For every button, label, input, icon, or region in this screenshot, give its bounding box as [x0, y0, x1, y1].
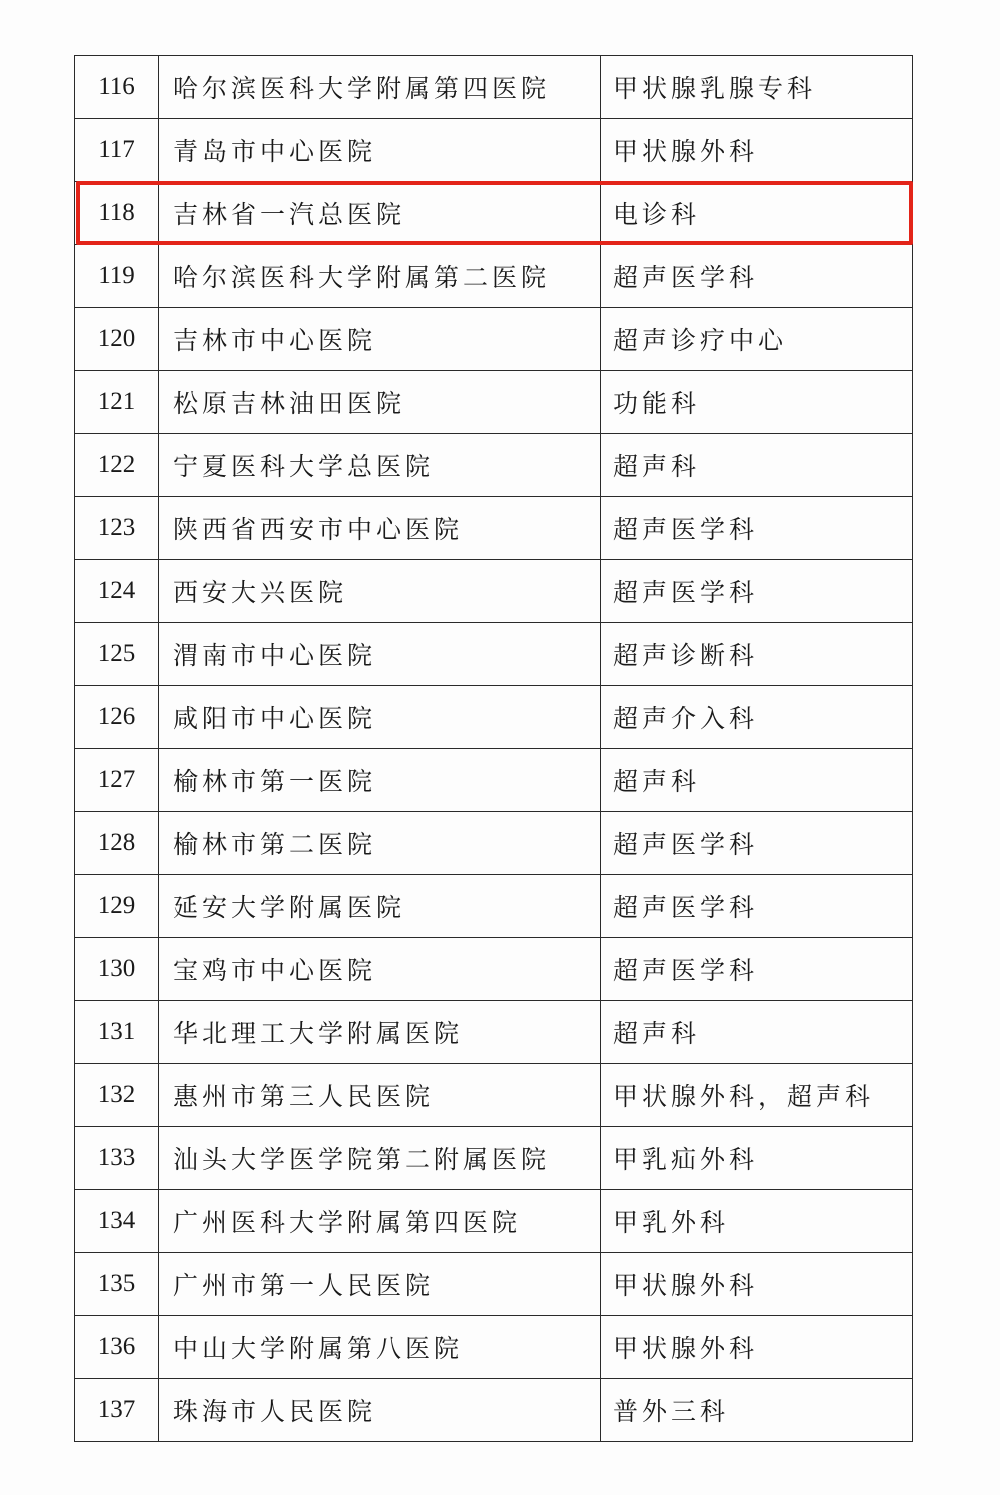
row-number: 127: [75, 749, 159, 812]
row-number: 135: [75, 1253, 159, 1316]
hospital-name: 广州市第一人民医院: [159, 1253, 601, 1316]
department-name: 甲状腺乳腺专科: [601, 56, 913, 119]
row-number: 129: [75, 875, 159, 938]
department-name: 超声诊断科: [601, 623, 913, 686]
row-number: 136: [75, 1316, 159, 1379]
row-number: 119: [75, 245, 159, 308]
table-row: [75, 1127, 913, 1190]
row-number: 134: [75, 1190, 159, 1253]
row-number: 133: [75, 1127, 159, 1190]
department-name: 甲乳外科: [601, 1190, 913, 1253]
row-number: 118: [75, 182, 159, 245]
hospital-name: 榆林市第一医院: [159, 749, 601, 812]
table-row: [75, 119, 913, 182]
table-body: [75, 56, 913, 1442]
table-row: [75, 56, 913, 119]
table-row: [75, 1253, 913, 1316]
hospital-name: 松原吉林油田医院: [159, 371, 601, 434]
table-row: [75, 1379, 913, 1442]
department-name: 超声科: [601, 749, 913, 812]
department-name: 超声医学科: [601, 812, 913, 875]
row-number: 124: [75, 560, 159, 623]
hospital-name: 咸阳市中心医院: [159, 686, 601, 749]
table-row: [75, 812, 913, 875]
hospital-name: 华北理工大学附属医院: [159, 1001, 601, 1064]
department-name: 电诊科: [601, 182, 913, 245]
hospital-name: 宝鸡市中心医院: [159, 938, 601, 1001]
row-number: 128: [75, 812, 159, 875]
department-name: 超声医学科: [601, 560, 913, 623]
department-name: 超声科: [601, 1001, 913, 1064]
row-number: 122: [75, 434, 159, 497]
hospital-name: 广州医科大学附属第四医院: [159, 1190, 601, 1253]
hospital-list-table: [74, 55, 913, 1442]
table-row: [75, 497, 913, 560]
row-number: 125: [75, 623, 159, 686]
row-number: 123: [75, 497, 159, 560]
department-name: 甲状腺外科: [601, 119, 913, 182]
department-name: 甲状腺外科: [601, 1253, 913, 1316]
row-number: 117: [75, 119, 159, 182]
department-name: 甲状腺外科，超声科: [601, 1064, 913, 1127]
hospital-name: 延安大学附属医院: [159, 875, 601, 938]
department-name: 超声医学科: [601, 497, 913, 560]
table-row: [75, 434, 913, 497]
department-name: 功能科: [601, 371, 913, 434]
hospital-name: 珠海市人民医院: [159, 1379, 601, 1442]
hospital-name: 渭南市中心医院: [159, 623, 601, 686]
table-row: [75, 245, 913, 308]
table-row: [75, 308, 913, 371]
row-number: 137: [75, 1379, 159, 1442]
hospital-name: 宁夏医科大学总医院: [159, 434, 601, 497]
department-name: 超声医学科: [601, 938, 913, 1001]
hospital-name: 中山大学附属第八医院: [159, 1316, 601, 1379]
table-row: [75, 1190, 913, 1253]
hospital-name: 吉林市中心医院: [159, 308, 601, 371]
hospital-name: 榆林市第二医院: [159, 812, 601, 875]
row-number: 116: [75, 56, 159, 119]
table-row: [75, 938, 913, 1001]
table-row-highlighted: [75, 182, 913, 245]
row-number: 120: [75, 308, 159, 371]
department-name: 超声医学科: [601, 875, 913, 938]
department-name: 甲状腺外科: [601, 1316, 913, 1379]
table-row: [75, 371, 913, 434]
row-number: 132: [75, 1064, 159, 1127]
table-row: [75, 1001, 913, 1064]
hospital-name: 西安大兴医院: [159, 560, 601, 623]
hospital-name: 哈尔滨医科大学附属第四医院: [159, 56, 601, 119]
table-row: [75, 749, 913, 812]
table-row: [75, 560, 913, 623]
hospital-name: 青岛市中心医院: [159, 119, 601, 182]
hospital-name: 陕西省西安市中心医院: [159, 497, 601, 560]
row-number: 126: [75, 686, 159, 749]
hospital-name: 吉林省一汽总医院: [159, 182, 601, 245]
hospital-name: 哈尔滨医科大学附属第二医院: [159, 245, 601, 308]
table-row: [75, 623, 913, 686]
department-name: 超声科: [601, 434, 913, 497]
row-number: 130: [75, 938, 159, 1001]
department-name: 超声介入科: [601, 686, 913, 749]
table-row: [75, 1064, 913, 1127]
hospital-name: 汕头大学医学院第二附属医院: [159, 1127, 601, 1190]
table-row: [75, 686, 913, 749]
table-row: [75, 875, 913, 938]
department-name: 普外三科: [601, 1379, 913, 1442]
department-name: 甲乳疝外科: [601, 1127, 913, 1190]
department-name: 超声诊疗中心: [601, 308, 913, 371]
hospital-name: 惠州市第三人民医院: [159, 1064, 601, 1127]
table-row: [75, 1316, 913, 1379]
department-name: 超声医学科: [601, 245, 913, 308]
row-number: 131: [75, 1001, 159, 1064]
row-number: 121: [75, 371, 159, 434]
